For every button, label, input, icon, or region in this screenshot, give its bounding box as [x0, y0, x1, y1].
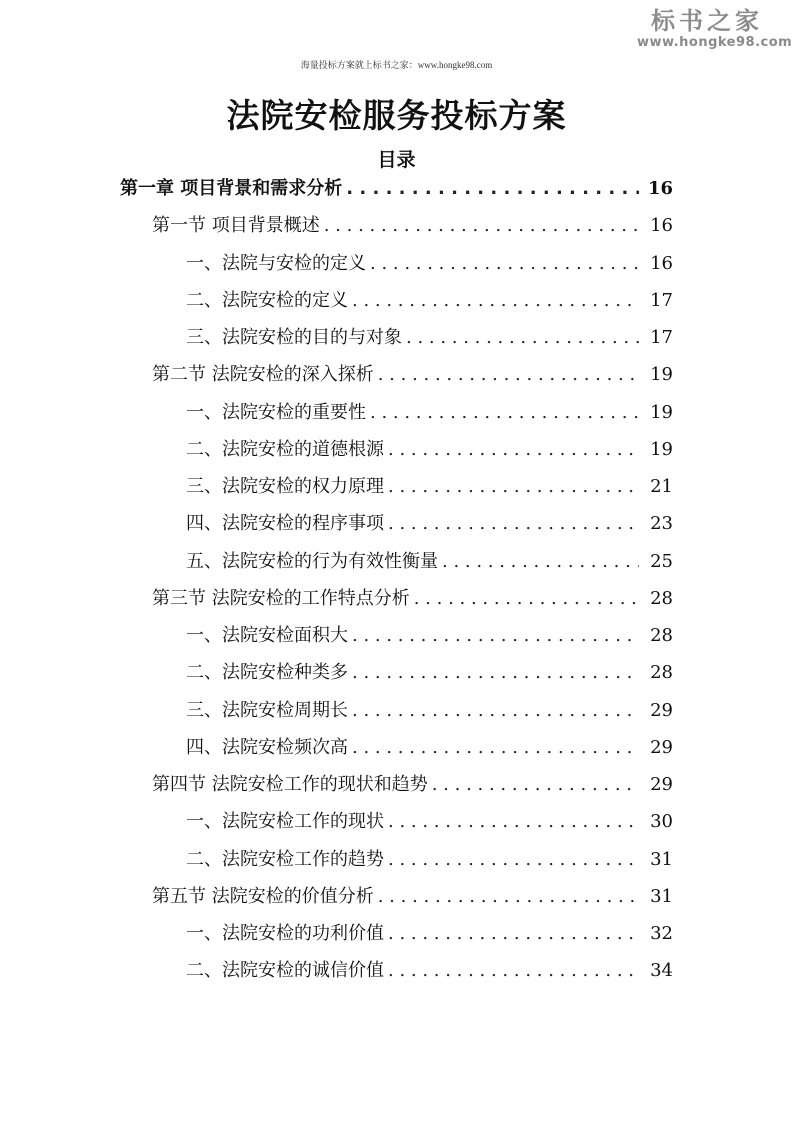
toc-entry-title: 四、法院安检频次高 [186, 736, 348, 758]
toc-entry-page: 16 [650, 252, 673, 274]
toc-dot-leader [406, 323, 639, 353]
toc-entry[interactable] [152, 360, 673, 390]
toc-dot-leader [414, 584, 639, 614]
toc-entry-title: 一、法院安检的重要性 [186, 401, 366, 423]
toc-entry-page: 19 [650, 401, 673, 423]
toc-entry-page: 21 [650, 476, 673, 497]
toc-entry-page: 28 [650, 625, 673, 646]
toc-entry-page: 28 [650, 662, 673, 684]
toc-entry[interactable] [120, 174, 673, 204]
toc-dot-leader [378, 882, 639, 912]
toc-entry-page: 16 [647, 178, 673, 199]
toc-entry[interactable] [186, 398, 673, 428]
toc-entry-page: 34 [650, 960, 673, 982]
toc-dot-leader [352, 696, 639, 726]
toc-dot-leader [352, 621, 639, 651]
toc-dot-leader [352, 658, 639, 688]
toc-entry[interactable] [186, 323, 673, 353]
toc-entry-title: 一、法院安检面积大 [186, 625, 348, 646]
toc-entry-title: 第二节 法院安检的深入探析 [152, 364, 374, 386]
toc-entry-title: 四、法院安检的程序事项 [186, 513, 384, 535]
toc-entry-title: 第四节 法院安检工作的现状和趋势 [152, 774, 428, 795]
toc-dot-leader [388, 435, 639, 465]
toc-entry-page: 16 [650, 215, 673, 237]
toc-dot-leader [388, 807, 639, 837]
toc-entry[interactable] [186, 547, 673, 577]
toc-dot-leader [346, 174, 639, 204]
toc-entry-title: 第三节 法院安检的工作特点分析 [152, 587, 410, 609]
toc-entry-title: 第一节 项目背景概述 [152, 215, 320, 237]
toc-entry[interactable] [186, 696, 673, 726]
toc-dot-leader [388, 956, 639, 986]
toc-entry-page: 28 [650, 587, 673, 609]
toc-entry[interactable] [186, 286, 673, 316]
toc-entry-page: 19 [650, 438, 673, 460]
toc-dot-leader [388, 845, 639, 875]
toc-entry-page: 29 [650, 699, 673, 721]
toc-entry-page: 19 [650, 364, 673, 386]
toc-entry-page: 17 [650, 327, 673, 348]
toc-entry[interactable] [152, 770, 673, 800]
toc-entry-page: 31 [650, 848, 673, 870]
toc-entry-title: 一、法院安检工作的现状 [186, 811, 384, 833]
toc-entry-page: 30 [650, 811, 673, 833]
toc-entry[interactable] [186, 733, 673, 763]
toc-entry-page: 31 [650, 885, 673, 907]
toc-entry-page: 25 [650, 550, 673, 572]
toc-dot-leader [324, 211, 639, 241]
toc-entry-title: 二、法院安检的道德根源 [186, 438, 384, 460]
toc-entry-page: 17 [650, 289, 673, 311]
toc-entry-title: 一、法院与安检的定义 [186, 252, 366, 274]
toc-dot-leader [432, 770, 639, 800]
toc-entry[interactable] [186, 845, 673, 875]
toc-dot-leader [388, 919, 639, 949]
toc-entry-title: 二、法院安检的定义 [186, 289, 348, 311]
toc-dot-leader [370, 249, 639, 279]
toc-entry[interactable] [186, 658, 673, 688]
toc-dot-leader [378, 360, 639, 390]
toc-entry[interactable] [186, 435, 673, 465]
toc-dot-leader [370, 398, 639, 428]
toc-entry-title: 第一章 项目背景和需求分析 [120, 178, 343, 199]
toc-dot-leader [388, 472, 639, 502]
toc-entry-page: 32 [650, 923, 673, 944]
toc-entry-title: 五、法院安检的行为有效性衡量 [186, 550, 438, 572]
toc-dot-leader [352, 286, 639, 316]
toc-entry-page: 23 [650, 513, 673, 535]
toc-entry-title: 二、法院安检的诚信价值 [186, 960, 384, 982]
toc-dot-leader [442, 547, 639, 577]
document-title: 法院安检服务投标方案 [226, 96, 567, 135]
toc-entry-page: 29 [650, 774, 673, 795]
toc-entry-title: 三、法院安检的权力原理 [186, 476, 384, 497]
toc-entry[interactable] [186, 249, 673, 279]
toc-entry-title: 三、法院安检的目的与对象 [186, 327, 402, 348]
header-note: 海量投标方案就上标书之家：www.hongke98.com [300, 60, 493, 70]
toc-entry[interactable] [152, 584, 673, 614]
toc-entry-title: 三、法院安检周期长 [186, 699, 348, 721]
toc-dot-leader [388, 509, 639, 539]
toc-dot-leader [352, 733, 639, 763]
toc-entry[interactable] [152, 882, 673, 912]
site-logo [637, 6, 793, 50]
logo-text: 标书之家 [651, 7, 763, 35]
toc-entry[interactable] [186, 509, 673, 539]
toc-entry[interactable] [186, 919, 673, 949]
toc-entry-title: 一、法院安检的功利价值 [186, 923, 384, 944]
toc-entry[interactable] [186, 472, 673, 502]
toc-entry-page: 29 [650, 736, 673, 758]
toc-entry[interactable] [186, 621, 673, 651]
toc-entry[interactable] [186, 807, 673, 837]
toc-entry-title: 二、法院安检种类多 [186, 662, 348, 684]
logo-url: www.hongke98.com [637, 35, 793, 50]
toc-entry[interactable] [186, 956, 673, 986]
toc-entry[interactable] [152, 211, 673, 241]
toc-entry-title: 第五节 法院安检的价值分析 [152, 885, 374, 907]
toc-heading: 目录 [377, 149, 416, 171]
toc-entry-title: 二、法院安检工作的趋势 [186, 848, 384, 870]
